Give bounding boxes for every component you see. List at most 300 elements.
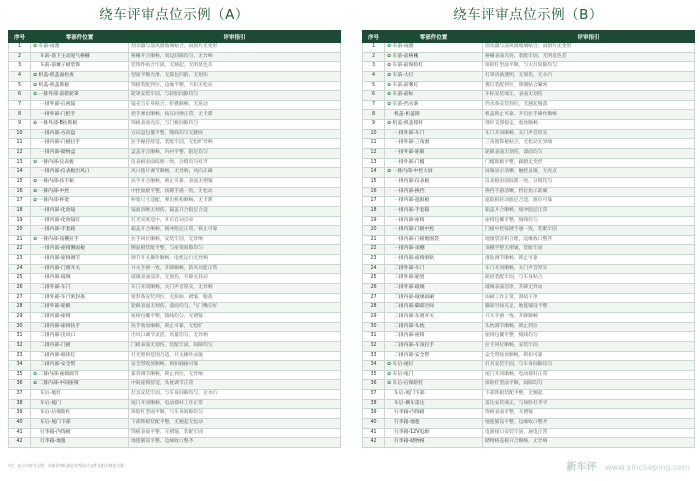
header-part: 零部件位置 xyxy=(385,31,483,43)
table-row xyxy=(9,245,341,255)
row-number: 38 xyxy=(9,399,31,409)
row-part xyxy=(385,177,483,187)
star-icon: ✿ xyxy=(387,169,393,175)
table-row xyxy=(9,216,341,226)
row-number: 20 xyxy=(9,226,31,236)
table-row xyxy=(9,139,341,149)
row-number: 40 xyxy=(363,418,385,428)
row-part-label: 机盖-机盖锁 xyxy=(394,111,420,117)
star-icon: ✿ xyxy=(33,178,39,184)
row-guideline: 箱盖开合顺畅，缓冲阻尼正常，锁止可靠 xyxy=(129,226,341,236)
row-part xyxy=(31,110,129,120)
row-part-label: 车后-尾门 xyxy=(392,371,414,377)
row-number: 15 xyxy=(9,177,31,187)
row-part xyxy=(31,428,129,438)
row-part xyxy=(385,139,483,149)
star-icon: ✿ xyxy=(387,53,393,59)
row-part xyxy=(31,206,129,216)
row-number: 41 xyxy=(9,428,31,438)
panel-a xyxy=(8,0,340,448)
row-guideline: 灯具安装牢固，与车身间隙均匀 xyxy=(483,361,695,371)
row-part-label: 二排内部-座椅调节 xyxy=(38,371,79,377)
row-guideline: 刮水器与前风窗玻璃贴合，雨刮片无变形 xyxy=(129,43,341,53)
row-guideline: 开关手感一致，升降顺畅，防夹功能正常 xyxy=(129,264,341,274)
row-part-label: 车后-后保险杠 xyxy=(40,410,71,416)
row-part xyxy=(31,226,129,236)
row-part xyxy=(31,390,129,400)
table-row xyxy=(363,187,695,197)
row-part-label: 车后-尾门下部 xyxy=(394,391,425,397)
row-number: 27 xyxy=(9,293,31,303)
row-number: 25 xyxy=(363,274,385,284)
row-guideline: 轮眉装配牢固，与车身贴合 xyxy=(483,274,695,284)
row-guideline: 灯罩清澈透明，无划伤，无水汽 xyxy=(483,71,695,81)
row-part xyxy=(31,274,129,284)
star-icon: ✿ xyxy=(33,188,39,194)
row-part xyxy=(385,380,483,390)
row-part-label: 二排内部-座椅 xyxy=(394,333,425,339)
row-part-label: 一排外部-后视镜 xyxy=(40,101,76,107)
row-part xyxy=(31,351,129,361)
row-number: 34 xyxy=(363,361,385,371)
row-part xyxy=(31,129,129,139)
row-part-label: 一排内部-顶棚 xyxy=(394,246,425,252)
row-guideline: 饰板装配到位，边缘平整，卡扣无松动 xyxy=(129,81,341,91)
row-guideline: 轮毂表面无划伤，漆面均匀 xyxy=(483,149,695,159)
row-guideline: 型面平顺光滑，无鼓包凹陷，无划伤 xyxy=(129,71,341,81)
table-row xyxy=(9,274,341,284)
row-number: 24 xyxy=(363,264,385,274)
table-row xyxy=(363,52,695,62)
row-part-label: 一排内部-储物盒 xyxy=(40,150,76,156)
star-icon: ✿ xyxy=(33,44,39,50)
row-part xyxy=(385,149,483,159)
row-part-label: 行李箱-12V电源 xyxy=(394,429,430,435)
table-row xyxy=(363,284,695,294)
row-part-label: 一排内部-化妆镜灯 xyxy=(40,217,81,223)
row-guideline: 饰板表面平整，无褶皱，装配牢固 xyxy=(129,428,341,438)
table-row xyxy=(363,168,695,178)
row-part-label: 一排内部-座椅滑轨 xyxy=(394,256,435,262)
row-part-label: 一排外部-B柱饰板 xyxy=(38,121,78,127)
row-number: 20 xyxy=(363,226,385,236)
row-number: 13 xyxy=(9,158,31,168)
row-part xyxy=(385,235,483,245)
table-row xyxy=(363,110,695,120)
header-no: 序号 xyxy=(363,31,385,43)
row-part xyxy=(31,149,129,159)
row-guideline: 镜面清晰无划伤，镜盖开合阻尼合适 xyxy=(129,206,341,216)
watermark-url: www.xincheping.com xyxy=(605,463,690,472)
row-guideline: 保险杠型面平顺，间隙均匀 xyxy=(483,380,695,390)
row-part-label: 机盖-机盖饰板 xyxy=(38,82,70,88)
row-part-label: 车前-大灯 xyxy=(392,72,414,78)
row-part xyxy=(31,235,129,245)
row-number: 36 xyxy=(9,380,31,390)
row-part-label: 一排内部-座椅侧面板 xyxy=(40,246,85,252)
row-part xyxy=(385,226,483,236)
row-part xyxy=(385,197,483,207)
table-row xyxy=(363,312,695,322)
table-row xyxy=(9,351,341,361)
row-part xyxy=(31,91,129,101)
row-part xyxy=(31,71,129,81)
row-number: 39 xyxy=(363,409,385,419)
row-part-label: 二排内部-玻璃雨刷 xyxy=(394,294,435,300)
row-guideline: 雨刷工作正常，刮拭干净 xyxy=(483,293,695,303)
table-row xyxy=(363,322,695,332)
row-part xyxy=(31,216,129,226)
row-part xyxy=(385,129,483,139)
table-row xyxy=(9,100,341,110)
row-part-label: 一排外部-门把手 xyxy=(40,111,76,117)
row-part-label: 一排外部-前轮轮罩 xyxy=(38,92,79,98)
panel-b xyxy=(362,0,694,448)
table-row xyxy=(9,206,341,216)
row-number: 3 xyxy=(363,62,385,72)
table-row xyxy=(9,303,341,313)
row-part xyxy=(385,264,483,274)
row-part xyxy=(31,332,129,342)
table-row xyxy=(363,428,695,438)
row-part xyxy=(385,361,483,371)
row-guideline: 座椅包覆平整，缝线均匀 xyxy=(483,332,695,342)
row-number: 35 xyxy=(9,370,31,380)
row-part-label: 一排内部-中控大屏 xyxy=(392,169,433,175)
row-number: 8 xyxy=(363,110,385,120)
row-part xyxy=(385,120,483,130)
row-part-label: 二排内部-出风口 xyxy=(40,333,76,339)
row-part-label: 二排外部-轮眉 xyxy=(394,275,425,281)
row-guideline: 地毯铺设平整，边缘收口整齐 xyxy=(483,418,695,428)
row-part-label: 车后-尾门下部 xyxy=(40,420,71,425)
star-icon: ✿ xyxy=(387,72,393,78)
row-guideline: 屏幕显示清晰，触控灵敏，无亮点 xyxy=(483,168,695,178)
table-row xyxy=(363,274,695,284)
row-guideline: 杯架尺寸适配，弹出机构顺畅，无卡滞 xyxy=(129,197,341,207)
row-part-label: 车前-雨刮 xyxy=(38,44,60,50)
star-icon: ✿ xyxy=(33,371,39,377)
row-part xyxy=(385,341,483,351)
row-guideline: 雷达安装端正，与保险杠齐平 xyxy=(483,399,695,409)
row-number: 31 xyxy=(363,332,385,342)
row-part xyxy=(385,409,483,419)
row-number: 7 xyxy=(9,100,31,110)
table-row xyxy=(363,351,695,361)
row-guideline: 挡水条安装到位，无翘起脱落 xyxy=(483,100,695,110)
row-part-label: 车前-挡水条 xyxy=(392,101,419,107)
table-row xyxy=(363,216,695,226)
row-part xyxy=(31,293,129,303)
row-number: 22 xyxy=(363,245,385,255)
row-part-label: 一排内部-仪表板 xyxy=(38,159,74,165)
row-number: 27 xyxy=(363,293,385,303)
row-number: 7 xyxy=(363,100,385,110)
row-part xyxy=(385,390,483,400)
row-part-label: 一排内部-化妆镜 xyxy=(40,207,76,213)
row-part xyxy=(385,399,483,409)
table-row xyxy=(9,81,341,91)
panel-b-title: 绕车评审点位示例（B） xyxy=(453,7,603,23)
row-part-label: 一排内部-遮阳板 xyxy=(394,198,430,204)
row-part-label: 车后-后保险杠 xyxy=(392,381,424,387)
row-guideline: 扶手收放顺畅，锁止可靠，无松旷 xyxy=(129,322,341,332)
row-part-label: 一排内部-仪表板 xyxy=(394,178,430,184)
star-icon: ✿ xyxy=(387,63,393,69)
row-guideline: 脚部空间充足，地毯铺设平整 xyxy=(483,303,695,313)
row-part xyxy=(31,245,129,255)
row-guideline: 刮水器与前风窗玻璃贴合，雨刮片无变形 xyxy=(483,43,695,53)
table-row xyxy=(9,293,341,303)
row-part-label: 二排内部-座椅 xyxy=(40,313,71,319)
row-part-label: 车前-前标 xyxy=(392,92,414,98)
table-row xyxy=(9,168,341,178)
row-part xyxy=(31,158,129,168)
row-guideline: 盒盖开合顺畅，内衬平整，阻尼均匀 xyxy=(129,149,341,159)
row-part-label: 行李箱-内饰板 xyxy=(40,429,71,435)
row-number: 30 xyxy=(363,322,385,332)
panel-a-title: 绕车评审点位示例（A） xyxy=(99,7,249,23)
row-number: 6 xyxy=(9,91,31,101)
row-part-label: 一排内部-门板地图袋 xyxy=(394,236,439,242)
table-row xyxy=(9,428,341,438)
row-guideline: 门板中控按键手感一致，装配牢固 xyxy=(483,226,695,236)
table-row xyxy=(9,390,341,400)
row-guideline: 格栅开合顺畅，周边间隙均匀，无异响 xyxy=(129,52,341,62)
row-guideline: 把手弹出顺畅，按压回弹正常，无卡滞 xyxy=(129,110,341,120)
row-number: 33 xyxy=(9,351,31,361)
row-part xyxy=(31,370,129,380)
row-number: 26 xyxy=(363,284,385,294)
table-row xyxy=(363,43,695,53)
row-number: 26 xyxy=(9,284,31,294)
row-part xyxy=(31,399,129,409)
row-number: 19 xyxy=(363,216,385,226)
row-part-label: 一排内部-手套箱 xyxy=(394,207,430,213)
row-number: 4 xyxy=(9,71,31,81)
row-guideline: 侧面板装配平整，与座椅间隙均匀 xyxy=(129,245,341,255)
table-row xyxy=(363,100,695,110)
star-icon: ✿ xyxy=(33,381,39,387)
row-part-label: 行李箱-储物格 xyxy=(394,439,425,445)
row-number: 18 xyxy=(363,206,385,216)
row-number: 17 xyxy=(9,197,31,207)
row-part xyxy=(385,274,483,284)
row-number: 10 xyxy=(363,129,385,139)
row-number: 37 xyxy=(363,390,385,400)
row-part xyxy=(31,100,129,110)
row-guideline: 轮罩安装牢固，与轮胎间隙均匀 xyxy=(129,91,341,101)
row-number: 17 xyxy=(363,197,385,207)
row-guideline: 车门开闭顺畅，关门声音厚实 xyxy=(483,264,695,274)
row-guideline: 拉手回位顺畅，安装牢固 xyxy=(483,341,695,351)
row-part-label: 一排内部-玻璃 xyxy=(40,275,71,281)
row-guideline: 车门开闭顺畅，关门声音厚实，无异响 xyxy=(129,284,341,294)
row-part xyxy=(385,351,483,361)
table-row xyxy=(363,139,695,149)
row-part-label: 车前-前翼子板装饰 xyxy=(40,63,81,69)
row-part xyxy=(31,380,129,390)
row-part xyxy=(385,52,483,62)
table-row xyxy=(9,197,341,207)
row-part xyxy=(385,370,483,380)
row-part-label: 行李箱-内饰板 xyxy=(394,410,425,416)
row-part-label: 一排内部-座椅 xyxy=(394,217,425,223)
row-part xyxy=(31,303,129,313)
row-number: 14 xyxy=(9,168,31,178)
row-guideline: 方向盘包覆平整，缝线均匀无跳线 xyxy=(129,129,341,139)
row-part xyxy=(31,62,129,72)
row-number: 41 xyxy=(363,428,385,438)
table-row xyxy=(363,120,695,130)
row-number: 6 xyxy=(363,91,385,101)
table-row xyxy=(363,226,695,236)
row-part-label: 车前-前下主动进气格栅 xyxy=(40,53,90,59)
row-part xyxy=(385,43,483,53)
table-row xyxy=(9,52,341,62)
table-row xyxy=(9,438,341,448)
row-part-label: 二排外部-玻璃 xyxy=(394,285,425,291)
table-row xyxy=(363,418,695,428)
row-part xyxy=(385,322,483,332)
row-number: 5 xyxy=(363,81,385,91)
table-row xyxy=(363,332,695,342)
row-part xyxy=(31,43,129,53)
table-row xyxy=(363,245,695,255)
row-number: 38 xyxy=(363,399,385,409)
row-number: 1 xyxy=(363,43,385,53)
star-icon: ✿ xyxy=(387,121,393,127)
row-guideline: 门槛饰板平整，踩踏无变形 xyxy=(483,158,695,168)
row-guideline: 保险杠型面平顺，与大灯间隙均匀 xyxy=(483,62,695,72)
row-guideline: 顶棚平整无褶皱，装配牢固 xyxy=(483,245,695,255)
row-guideline: 拉手握持舒适，装配牢固，无松旷异响 xyxy=(129,139,341,149)
row-part-label: 车后-尾灯 xyxy=(392,362,414,368)
row-number: 36 xyxy=(363,380,385,390)
row-part-label: 机盖-机盖撑杆 xyxy=(392,121,424,127)
star-icon: ✿ xyxy=(387,101,393,107)
row-part xyxy=(385,332,483,342)
row-guideline: 风口拨片调节顺畅，无异响，风向正确 xyxy=(129,168,341,178)
row-part-label: 一排内部-中控 xyxy=(38,188,70,194)
row-guideline: 三角窗饰板贴合，无松动无异响 xyxy=(483,139,695,149)
row-guideline: 装饰件贴合牢固，无翘起，无明显色差 xyxy=(129,62,341,72)
row-part-label: 一排内部-仪表板出风口 xyxy=(40,169,90,175)
row-number: 42 xyxy=(9,438,31,448)
table-row xyxy=(9,226,341,236)
row-guideline: 车门开闭顺畅，关门声音厚实 xyxy=(483,129,695,139)
row-guideline: 密封条安装到位，无扭曲、褶皱、脱落 xyxy=(129,293,341,303)
table-row xyxy=(363,399,695,409)
row-guideline: 遮阳板转动阻尼合适，限位可靠 xyxy=(483,197,695,207)
row-part xyxy=(385,100,483,110)
row-number: 37 xyxy=(9,390,31,400)
row-guideline: 灯光照射范围合适，开关操作灵敏 xyxy=(129,351,341,361)
row-guideline: 安全带收放顺畅，锁扣插拔可靠 xyxy=(129,361,341,371)
table-row xyxy=(363,370,695,380)
row-part-label: 二排内部-座椅扶手 xyxy=(40,323,81,329)
header-no: 序号 xyxy=(9,31,31,43)
row-guideline: 出风口调节灵活，风量均匀，无异响 xyxy=(129,332,341,342)
watermark xyxy=(567,458,690,473)
row-part xyxy=(31,322,129,332)
table-row xyxy=(363,438,695,448)
row-part xyxy=(385,71,483,81)
row-number: 9 xyxy=(363,120,385,130)
row-guideline: 开关手感一致，升降顺畅 xyxy=(483,312,695,322)
row-guideline: 灯具安装牢固，与车身间隙均匀，无水汽 xyxy=(129,390,341,400)
row-part xyxy=(385,110,483,120)
header-desc: 评审指引 xyxy=(129,31,341,43)
row-part xyxy=(31,284,129,294)
row-number: 14 xyxy=(363,168,385,178)
row-guideline: 轮毂表面无划伤，漆面均匀，气门嘴完好 xyxy=(129,303,341,313)
row-part-label: 二排内部-门板 xyxy=(40,342,71,348)
row-part xyxy=(31,177,129,187)
row-number: 5 xyxy=(9,81,31,91)
panel-b-rows xyxy=(363,43,695,448)
row-guideline: 中间座椅舒适，头枕调节正常 xyxy=(129,380,341,390)
row-part xyxy=(31,197,129,207)
table-row xyxy=(363,81,695,91)
star-icon: ✿ xyxy=(387,92,393,98)
row-part-label: 二排内部-车顶拉手 xyxy=(394,342,435,348)
row-number: 29 xyxy=(363,312,385,322)
table-row xyxy=(363,341,695,351)
star-icon: ✿ xyxy=(387,362,393,368)
row-part-label: 一排外部-三角窗 xyxy=(394,140,430,146)
star-icon: ✿ xyxy=(33,82,39,88)
row-part xyxy=(31,361,129,371)
row-part xyxy=(385,91,483,101)
table-row xyxy=(363,293,695,303)
panel-b-table xyxy=(362,30,695,448)
table-row xyxy=(9,312,341,322)
star-icon: ✿ xyxy=(33,198,39,204)
table-row xyxy=(9,418,341,428)
table-row xyxy=(9,149,341,159)
table-row xyxy=(363,149,695,159)
row-part-label: 二排内部-车窗开关 xyxy=(394,313,435,319)
row-part-label: 二排内部-安全带 xyxy=(40,362,76,368)
row-part xyxy=(385,245,483,255)
row-guideline: 机盖锁止可靠，开启拉手操作顺畅 xyxy=(483,110,695,120)
row-part xyxy=(31,168,129,178)
row-part xyxy=(385,418,483,428)
row-part-label: 一排内部-门窗开关 xyxy=(40,265,81,271)
row-guideline: 下部饰板装配平整，无翘起 xyxy=(483,390,695,400)
row-number: 12 xyxy=(363,149,385,159)
row-guideline: 地图袋容积合理，边缘收口整齐 xyxy=(483,235,695,245)
row-number: 19 xyxy=(9,216,31,226)
row-part xyxy=(31,312,129,322)
row-part xyxy=(385,216,483,226)
row-number: 34 xyxy=(9,361,31,371)
table-row xyxy=(9,361,341,371)
row-part-label: 一排内部-扶手箱 xyxy=(38,178,74,184)
row-number: 39 xyxy=(9,409,31,419)
table-row xyxy=(9,332,341,342)
row-part-label: 车后-倒车雷达 xyxy=(394,400,425,406)
row-number: 21 xyxy=(9,235,31,245)
row-number: 11 xyxy=(9,139,31,149)
row-part xyxy=(31,418,129,428)
table-row xyxy=(9,409,341,419)
header-part: 零部件位置 xyxy=(31,31,129,43)
row-number: 33 xyxy=(363,351,385,361)
row-part xyxy=(385,293,483,303)
row-guideline: 玻璃表面洁净，无划伤，升降无抖动 xyxy=(129,274,341,284)
